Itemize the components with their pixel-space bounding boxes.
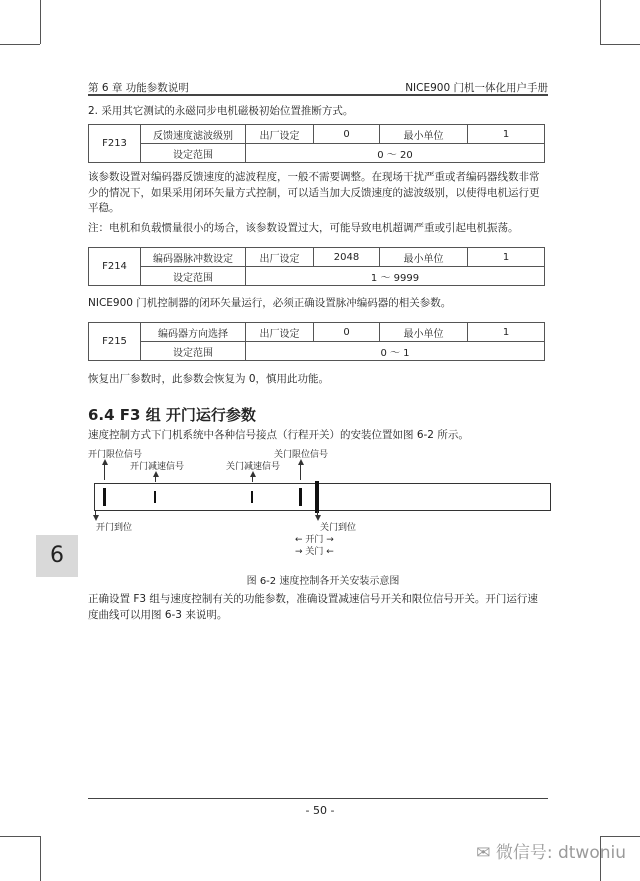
paragraph-note: 注：电机和负载惯量很小的场合，该参数设置过大，可能导致电机超调严重或引起电机振荡。 — [88, 222, 519, 234]
open-decel-switch — [154, 491, 156, 503]
door-rail-right — [550, 483, 551, 511]
open-limit-switch — [103, 488, 106, 506]
range-value: 1 ～ 9999 — [246, 267, 545, 286]
factory-value: 0 — [314, 125, 380, 144]
paragraph-method-2: 2. 采用其它测试的永磁同步电机磁极初始位置推断方式。 — [88, 105, 354, 117]
label-open-reached: 开门到位 — [96, 523, 133, 533]
unit-label: 最小单位 — [380, 323, 468, 342]
param-name: 编码器脉冲数设定 — [141, 248, 246, 267]
paragraph-restore-warning: 恢复出厂参数时，此参数会恢复为 0，慎用此功能。 — [88, 373, 330, 385]
chapter-tab: 6 — [36, 535, 78, 577]
range-label: 设定范围 — [141, 342, 246, 361]
door-rail-top — [94, 483, 550, 484]
paragraph-f3-setup: 正确设置 F3 组与速度控制有关的功能参数，准确设置减速信号开关和限位信号开关。开门运行速度曲线可以用图 6-3 来说明。 — [88, 593, 538, 621]
factory-value: 0 — [314, 323, 380, 342]
switch-layout-diagram — [88, 445, 558, 585]
section-title: 6.4 F3 组 开门运行参数 — [88, 406, 256, 424]
arrow-up-icon — [102, 459, 108, 465]
label-open-decel: 开门减速信号 — [130, 462, 185, 472]
factory-label: 出厂设定 — [246, 125, 314, 144]
label-close-reached: 关门到位 — [320, 523, 357, 533]
arrow-up-icon — [250, 471, 256, 477]
close-decel-switch — [251, 491, 253, 503]
param-code: F214 — [89, 248, 141, 286]
wechat-icon: ✉ — [476, 843, 491, 863]
leader-line — [155, 477, 156, 482]
crop-mark — [600, 44, 640, 45]
factory-label: 出厂设定 — [246, 248, 314, 267]
label-open-dir: 开门 — [305, 535, 324, 545]
leader-line — [104, 465, 105, 480]
crop-mark — [0, 836, 40, 837]
watermark — [476, 838, 626, 863]
param-name: 编码器方向选择 — [141, 323, 246, 342]
label-close-dir: 关门 — [305, 547, 324, 557]
range-label: 设定范围 — [141, 144, 246, 163]
param-table-f214 — [88, 247, 545, 286]
paragraph-f213-description: 该参数设置对编码器反馈速度的滤波程度，一般不需要调整。在现场干扰严重或者编码器线数非常少的情况下，如果采用闭环矢量方式控制，可以适当加大反馈速度的滤波级别，以使得电机运行更平稳。 — [88, 171, 540, 214]
manual-title: NICE900 门机一体化用户手册 — [405, 82, 548, 94]
paragraph-encoder-note: NICE900 门机控制器的闭环矢量运行，必须正确设置脉冲编码器的相关参数。 — [88, 297, 452, 309]
unit-value: 1 — [468, 248, 545, 267]
unit-label: 最小单位 — [380, 125, 468, 144]
param-table-f213 — [88, 124, 545, 163]
door-closed-position — [315, 481, 319, 513]
param-name: 反馈速度滤波级别 — [141, 125, 246, 144]
unit-label: 最小单位 — [380, 248, 468, 267]
open-direction-arrow: ← 开门 → — [295, 535, 334, 545]
param-table-f215 — [88, 322, 545, 361]
crop-mark — [0, 44, 40, 45]
crop-mark — [40, 836, 41, 881]
page-number: - 50 - — [305, 804, 335, 817]
label-close-limit: 关门限位信号 — [274, 450, 329, 460]
param-code: F215 — [89, 323, 141, 361]
watermark-text: 微信号: dtwoniu — [495, 843, 626, 863]
label-close-decel: 关门减速信号 — [226, 462, 281, 472]
door-rail-bottom — [94, 510, 550, 511]
footer-rule — [88, 798, 548, 799]
unit-value: 1 — [468, 323, 545, 342]
crop-mark — [40, 0, 41, 44]
crop-mark — [600, 0, 601, 44]
label-open-limit: 开门限位信号 — [88, 450, 143, 460]
header-rule — [88, 94, 548, 96]
param-code: F213 — [89, 125, 141, 163]
door-rail-left — [94, 483, 95, 511]
close-limit-switch — [299, 488, 302, 506]
leader-line — [300, 465, 301, 480]
figure-caption: 图 6-2 速度控制各开关安装示意图 — [246, 576, 400, 587]
crop-mark — [600, 836, 640, 837]
leader-line — [252, 477, 253, 482]
close-direction-arrow: → 关门 ← — [295, 547, 334, 557]
arrow-up-icon — [153, 471, 159, 477]
range-value: 0 ～ 1 — [246, 342, 545, 361]
range-value: 0 ～ 20 — [246, 144, 545, 163]
unit-value: 1 — [468, 125, 545, 144]
arrow-up-icon — [298, 459, 304, 465]
factory-label: 出厂设定 — [246, 323, 314, 342]
factory-value: 2048 — [314, 248, 380, 267]
paragraph-diagram-intro: 速度控制方式下门机系统中各种信号接点（行程开关）的安装位置如图 6-2 所示。 — [88, 429, 469, 441]
chapter-header: 第 6 章 功能参数说明 — [88, 82, 189, 94]
range-label: 设定范围 — [141, 267, 246, 286]
